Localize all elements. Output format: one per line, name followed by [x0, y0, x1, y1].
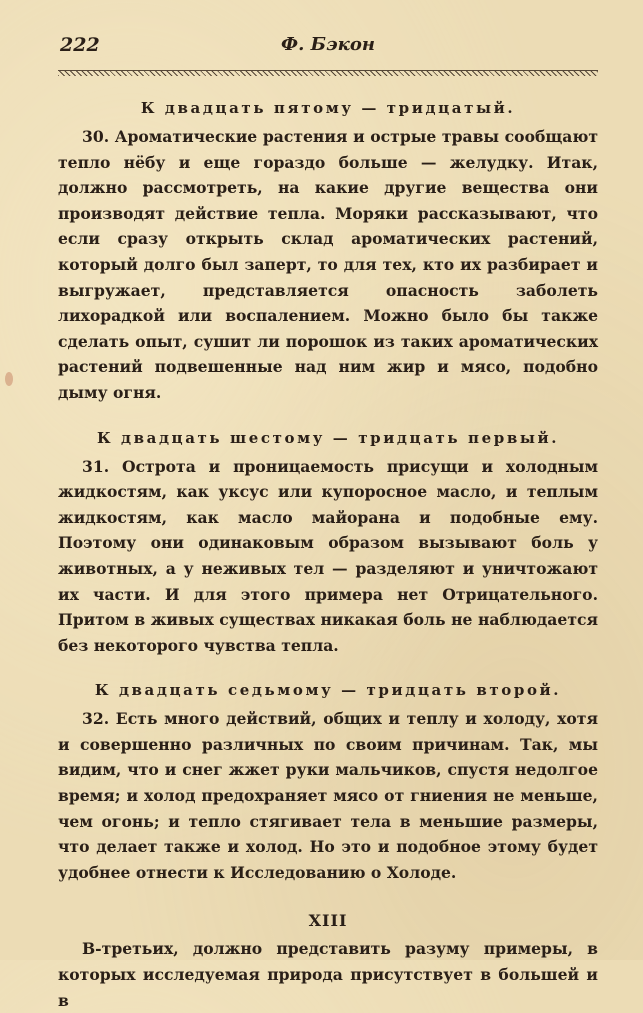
paragraph-32: 32. Есть много действий, общих и теплу и холоду, хотя и совершенно различных по своим причинам. Так, мы видим, что и снег жжет руки мальчиков, спустя недолгое время; и холод предохраняет мясо от гниения не меньше, чем огонь; и тепло стягивает тела в меньшие размеры, что делает также и холод. Но это и подобное этому будет удобнее отнести к Исследованию о Холоде.: [58, 709, 598, 882]
running-head: [58, 34, 598, 58]
paragraph-31: 31. Острота и проницаемость присущи и холодным жидкостям, как уксус или купоросное масло, и теплым жидкостям, как масло майорана и подобные ему. Поэтому они одинаковым образом вызывают боль у животных, а у неживых тел — разделяют и уничтожают их части. И для этого примера нет Отрицательного. Притом в живых существах никакая боль не наблюдается без некоторого чувства тепла.: [58, 456, 598, 655]
running-title: Ф. Бэкон: [281, 34, 375, 55]
section-heading-31: К двадцать шестому — тридцать первый.: [96, 428, 560, 447]
page-number: 222: [60, 34, 100, 56]
paragraph-30: 30. Ароматические растения и острые травы сообщают тепло нёбу и еще гораздо больше — желудку. Итак, должно рассмотреть, на какие другие вещества они производят действие тепла. Моряки рассказывают, что если сразу открыть склад ароматических растений, который долго был заперт, то для тех, кто их разбирает и выгружает, представляется опасность заболеть лихорадкой или воспалением. Можно было бы также сделать опыт, сушит ли порошок из таких ароматических растений подвешенные над ним жир и мясо, подобно дыму огня.: [58, 127, 598, 402]
section-heading-30: К двадцать пятому — тридцатый.: [140, 99, 516, 117]
book-page: [58, 34, 598, 1013]
header-rule: [58, 70, 598, 76]
paper-stain: [5, 372, 13, 386]
section-heading-32: К двадцать седьмому — тридцать второй.: [94, 681, 562, 700]
section-numeral-xiii: XIII: [308, 911, 348, 931]
paragraph-xiii: В-третьих, должно представить разуму примеры, в которых исследуемая природа присутствует в большей и в: [58, 939, 598, 1010]
